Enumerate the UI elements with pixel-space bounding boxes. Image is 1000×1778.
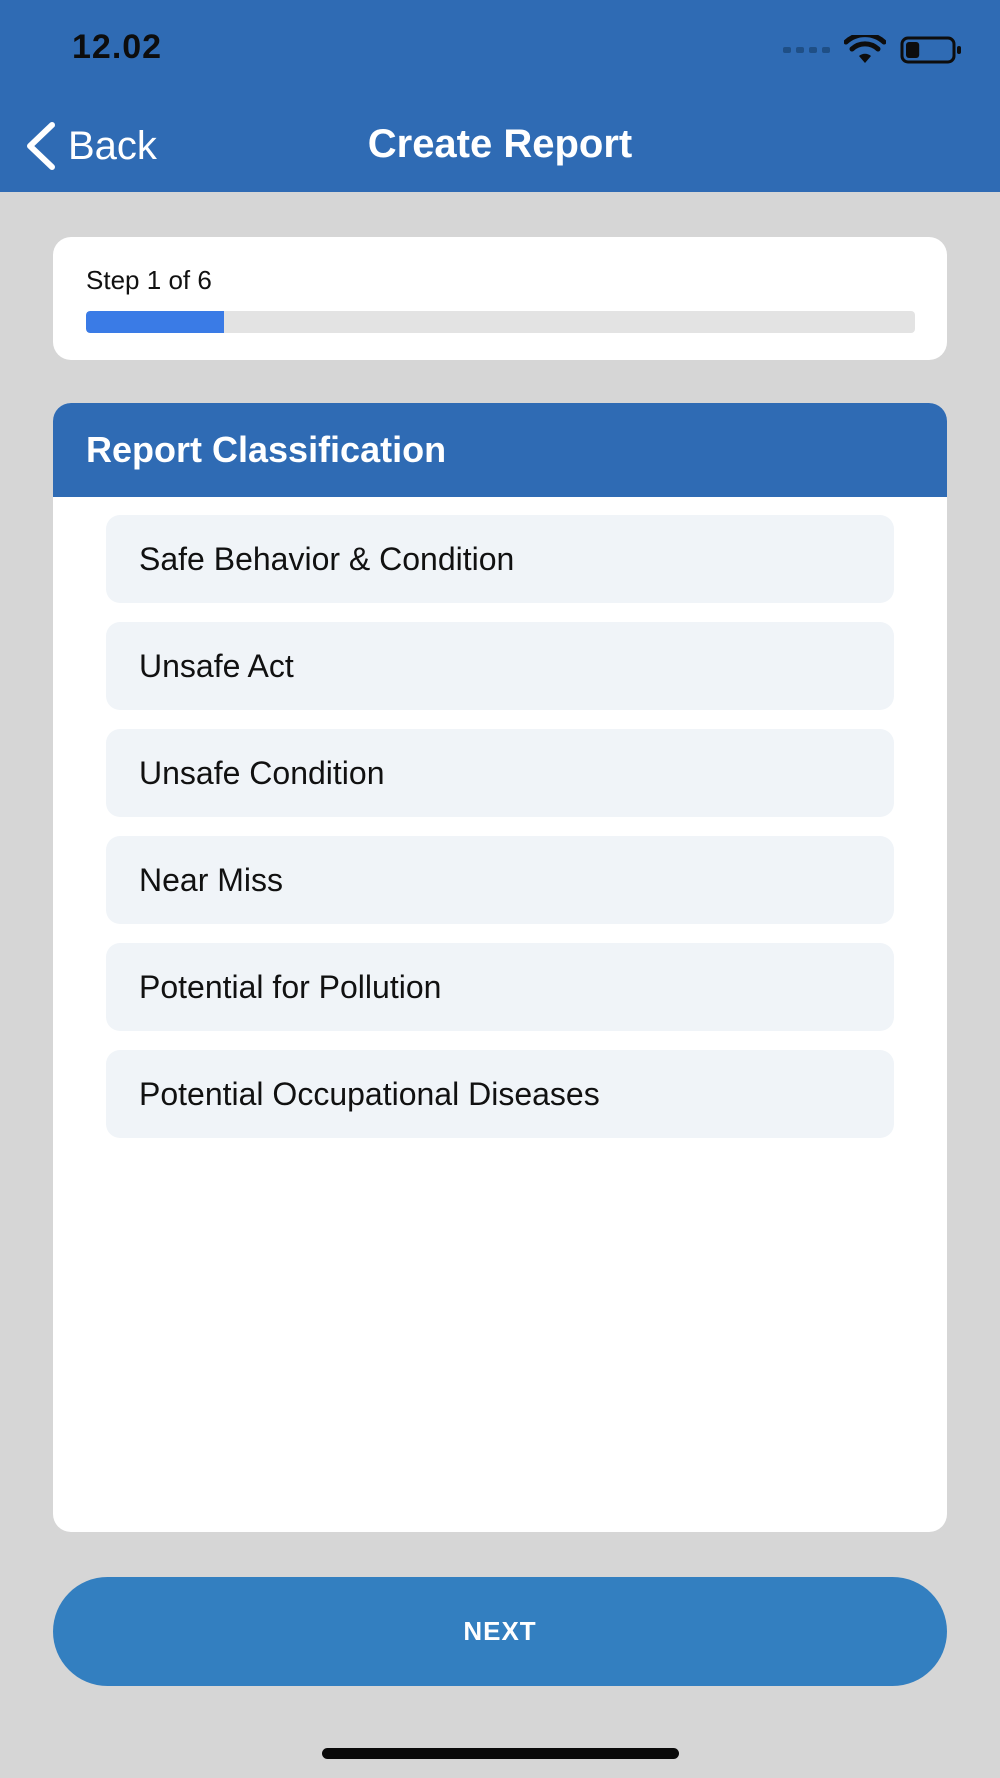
battery-icon [900, 36, 962, 64]
progress-fill [86, 311, 224, 333]
signal-icon [783, 47, 830, 53]
option-near-miss[interactable] [106, 836, 894, 924]
classification-title: Report Classification [86, 429, 447, 470]
option-potential-for-pollution[interactable] [106, 943, 894, 1031]
next-button[interactable]: NEXT [53, 1577, 947, 1686]
option-label: Potential for Pollution [139, 968, 442, 1005]
option-label: Unsafe Act [139, 647, 294, 684]
progress-bar [86, 311, 915, 333]
step-indicator [86, 265, 212, 296]
option-safe-behavior-condition[interactable] [106, 515, 894, 603]
classification-options [106, 515, 894, 1157]
report-classification-card [53, 403, 947, 1532]
back-label: Back [68, 123, 157, 168]
step-separator: of [168, 265, 191, 295]
classification-header [53, 403, 947, 497]
option-label: Near Miss [139, 861, 284, 898]
option-unsafe-act[interactable] [106, 622, 894, 710]
home-indicator [322, 1748, 679, 1759]
status-time: 12.02 [72, 28, 163, 66]
step-total: 6 [197, 265, 212, 295]
step-progress-card [53, 237, 947, 360]
step-current: 1 [146, 265, 162, 295]
option-label: Potential Occupational Diseases [139, 1075, 600, 1112]
status-icons [783, 34, 962, 66]
option-potential-occupational-diseases[interactable] [106, 1050, 894, 1138]
option-label: Safe Behavior & Condition [139, 540, 515, 577]
wifi-icon [844, 35, 886, 65]
option-label: Unsafe Condition [139, 754, 385, 791]
page-title: Create Report [367, 122, 633, 166]
top-bar [0, 0, 1000, 192]
option-unsafe-condition[interactable] [106, 729, 894, 817]
step-prefix: Step [86, 265, 140, 295]
